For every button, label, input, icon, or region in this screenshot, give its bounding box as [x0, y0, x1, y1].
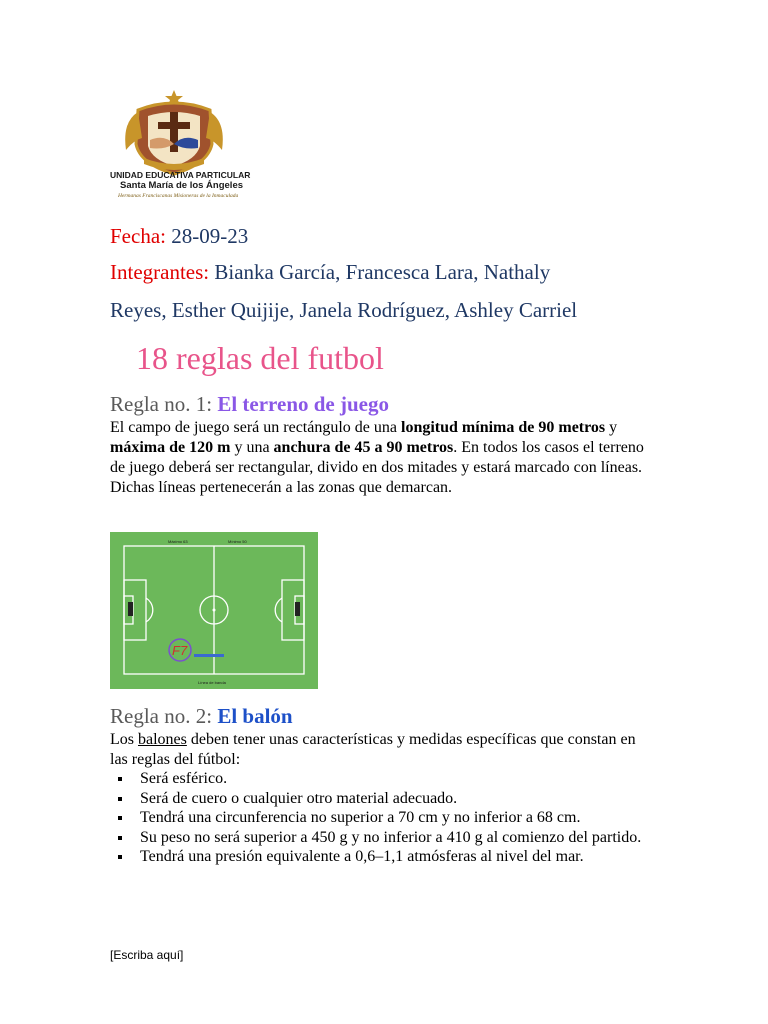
football-pitch-diagram-icon	[110, 532, 318, 689]
fecha-label: Fecha:	[110, 224, 166, 248]
rule-1-paragraph	[110, 418, 650, 498]
fecha-line	[110, 224, 248, 248]
balones-link[interactable]: balones	[138, 731, 187, 748]
rule-2-label: Regla no. 2:	[110, 704, 213, 728]
rule-1-bold-b: máxima de 120 m	[110, 439, 231, 456]
school-crest-icon	[108, 88, 244, 176]
fecha-value: 28-09-23	[171, 224, 249, 248]
list-item: Tendrá una circunferencia no superior a 70 cm y no inferior a 68 cm.	[110, 808, 650, 828]
rule-1-text-d: . En todos los casos el terreno de juego deberá ser rectangular, divido en dos mitades y estará marcado con líneas. Dichas líneas pertenecerán a las zonas que demarcan.	[110, 439, 644, 496]
rule-2-intro-post: deben tener unas características y medidas específicas que constan en las reglas del fútbol:	[110, 731, 636, 768]
rule-1-text-a: El campo de juego será un rectángulo de una	[110, 419, 401, 436]
rule-1-bold-c: anchura de 45 a 90 metros	[273, 439, 454, 456]
field-logo-text: F7	[172, 643, 188, 658]
integrantes-names-1: Bianka García, Francesca Lara, Nathaly	[214, 260, 551, 284]
football-pitch-image	[110, 532, 318, 689]
rule-1-name: El terreno de juego	[217, 392, 389, 416]
rule-1-text-b: y	[605, 419, 618, 436]
logo-line-2: Santa María de los Ángeles	[120, 180, 244, 191]
rule-2-heading	[110, 704, 293, 729]
rule-2-name: El balón	[217, 704, 293, 728]
integrantes-names-2: Reyes, Esther Quijije, Janela Rodríguez, Ashley Carriel	[110, 298, 578, 322]
rule-2-list	[110, 769, 650, 867]
rule-1-bold-a: longitud mínima de 90 metros	[401, 419, 606, 436]
rule-1-heading	[110, 392, 389, 417]
list-item: Tendrá una presión equivalente a 0,6–1,1 atmósferas al nivel del mar.	[110, 847, 650, 867]
rule-1-text-c: y una	[230, 439, 274, 456]
integrantes-label: Integrantes:	[110, 260, 210, 284]
integrantes-line-1	[110, 260, 550, 284]
field-top-label-1: Máximo 63	[168, 539, 188, 544]
logo-line-1: UNIDAD EDUCATIVA PARTICULAR	[110, 170, 251, 180]
list-item: Será de cuero o cualquier otro material adecuado.	[110, 789, 650, 809]
list-item: Será esférico.	[110, 769, 650, 789]
rule-2-intro-pre: Los	[110, 731, 138, 748]
list-item: Su peso no será superior a 450 g y no inferior a 410 g al comienzo del partido.	[110, 828, 650, 848]
footer-placeholder[interactable]: [Escriba aquí]	[110, 948, 184, 962]
rule-2-intro	[110, 730, 650, 770]
school-logo	[108, 88, 251, 204]
field-top-label-2: Mínimo 50	[228, 539, 247, 544]
page-title: 18 reglas del futbol	[136, 340, 384, 376]
logo-line-3: Hermanas Franciscanas Misioneras de la Inmaculada	[118, 193, 239, 199]
field-bottom-label: Línea de banda	[198, 680, 226, 685]
rule-1-label: Regla no. 1:	[110, 392, 213, 416]
